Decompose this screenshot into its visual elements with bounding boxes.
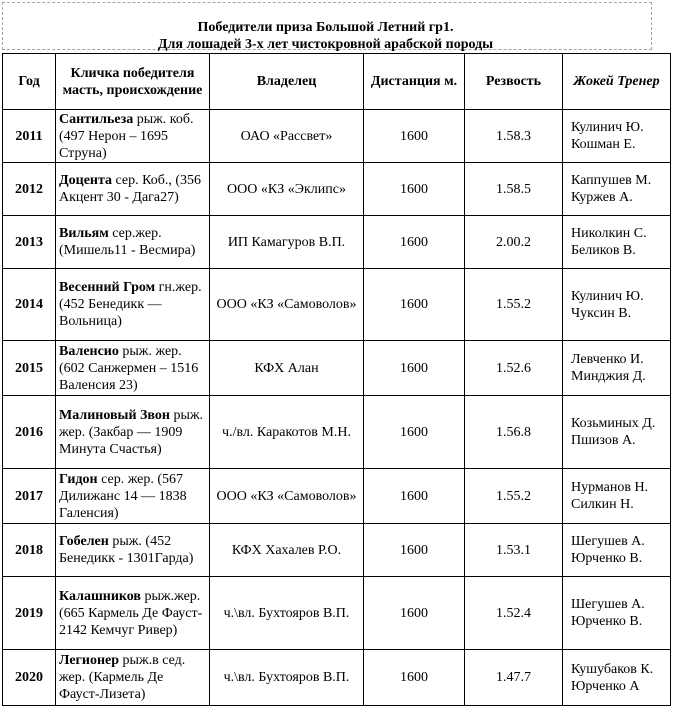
table-row bbox=[3, 341, 671, 396]
table-row bbox=[3, 469, 671, 524]
cell-horse bbox=[56, 341, 210, 396]
distance-value: 1600 bbox=[400, 488, 428, 504]
cell-time bbox=[465, 650, 563, 706]
cell-distance bbox=[364, 524, 465, 577]
owner-name: ООО «КЗ «Самоволов» bbox=[216, 297, 357, 312]
header-time: Резвость bbox=[465, 54, 563, 110]
header-distance: Дистанция м. bbox=[364, 54, 465, 110]
trainer-name: Юрченко В. bbox=[571, 551, 643, 566]
distance-value: 1600 bbox=[400, 670, 428, 685]
cell-distance bbox=[364, 216, 465, 269]
cell-owner bbox=[210, 650, 364, 706]
owner-name: ООО «КЗ «Эклипс» bbox=[227, 181, 346, 197]
year-value: 2014 bbox=[15, 297, 43, 312]
cell-owner bbox=[210, 269, 364, 341]
cell-jockey-trainer bbox=[563, 396, 671, 469]
table-row bbox=[3, 216, 671, 269]
cell-distance bbox=[364, 110, 465, 163]
horse-details: рыж. жер. (602 Санжермен – 1516 Валенсия 23) bbox=[59, 343, 199, 393]
year-value: 2015 bbox=[15, 360, 43, 376]
cell-horse bbox=[56, 216, 210, 269]
year-value: 2011 bbox=[15, 128, 43, 144]
horse-details: сер. Коб., (356 Акцент 30 - Дага27) bbox=[59, 173, 202, 205]
owner-name: ИП Камагуров В.П. bbox=[227, 234, 346, 250]
cell-time bbox=[465, 110, 563, 163]
cell-time bbox=[465, 216, 563, 269]
horse-details: рыж.жер. (665 Кармель Де Фауст- 2142 Кемчуг Ривер) bbox=[59, 588, 203, 638]
year-value: 2013 bbox=[15, 234, 43, 250]
horse-name: Сантильеза bbox=[59, 111, 134, 127]
cell-distance bbox=[364, 650, 465, 706]
trainer-name: Беликов В. bbox=[571, 243, 636, 258]
jockey-name: Каппушев М. bbox=[571, 173, 652, 188]
cell-owner bbox=[210, 469, 364, 524]
horse-details: рыж. (452 Бенедикк - 1301Гарда) bbox=[59, 534, 194, 566]
cell-owner bbox=[210, 110, 364, 163]
year-value: 2017 bbox=[15, 488, 43, 504]
horse-details: сер. жер. (567 Дилижанс 14 — 1838 Галенсия) bbox=[59, 471, 187, 521]
year-value: 2016 bbox=[15, 424, 43, 440]
year-value: 2018 bbox=[15, 542, 43, 558]
table-row bbox=[3, 650, 671, 706]
cell-owner bbox=[210, 577, 364, 650]
owner-name: ч.\вл. Бухтояров В.П. bbox=[223, 670, 350, 685]
distance-value: 1600 bbox=[400, 360, 428, 376]
trainer-name: Юрченко В. bbox=[571, 614, 643, 629]
distance-value: 1600 bbox=[400, 605, 428, 621]
owner-name: ООО «КЗ «Самоволов» bbox=[216, 488, 357, 504]
horse-details: рыж. коб. (497 Нерон – 1695 Струна) bbox=[59, 111, 194, 161]
cell-jockey-trainer bbox=[563, 269, 671, 341]
jockey-name: Левченко И. bbox=[571, 352, 644, 367]
cell-owner bbox=[210, 524, 364, 577]
cell-distance bbox=[364, 577, 465, 650]
trainer-name: Силкин Н. bbox=[571, 497, 634, 512]
horse-details: сер.жер. (Мишель11 - Весмира) bbox=[59, 226, 196, 258]
cell-jockey-trainer bbox=[563, 524, 671, 577]
table-row bbox=[3, 163, 671, 216]
trainer-name: Пшизов А. bbox=[571, 433, 636, 448]
cell-distance bbox=[364, 469, 465, 524]
trainer-name: Чуксин В. bbox=[571, 305, 632, 321]
cell-jockey-trainer bbox=[563, 216, 671, 269]
cell-year bbox=[3, 524, 56, 577]
trainer-name: Юрченко А bbox=[571, 678, 640, 694]
cell-distance bbox=[364, 341, 465, 396]
cell-owner bbox=[210, 163, 364, 216]
cell-time bbox=[465, 524, 563, 577]
owner-name: ч.\вл. Бухтояров В.П. bbox=[223, 605, 350, 621]
owner-name: ОАО «Рассвет» bbox=[240, 128, 333, 144]
horse-name: Весенний Гром bbox=[59, 280, 156, 295]
jockey-name: Нурманов Н. bbox=[571, 480, 649, 495]
time-value: 1.58.3 bbox=[496, 128, 531, 144]
cell-jockey-trainer bbox=[563, 650, 671, 706]
trainer-name: Кошман Е. bbox=[571, 137, 636, 152]
time-value: 1.53.1 bbox=[496, 542, 531, 558]
cell-year bbox=[3, 216, 56, 269]
trainer-name: Куржев А. bbox=[571, 190, 633, 205]
cell-jockey-trainer bbox=[563, 469, 671, 524]
time-value: 1.47.7 bbox=[496, 670, 531, 685]
horse-details: рыж.в сед. жер. (Кармель Де Фауст-Лизета) bbox=[59, 653, 186, 702]
table-row bbox=[3, 577, 671, 650]
table-row bbox=[3, 396, 671, 469]
header-year: Год bbox=[3, 54, 56, 110]
table-row bbox=[3, 110, 671, 163]
distance-value: 1600 bbox=[400, 424, 428, 440]
cell-horse bbox=[56, 577, 210, 650]
time-value: 1.55.2 bbox=[496, 297, 531, 312]
horse-name: Гидон bbox=[59, 471, 98, 487]
cell-time bbox=[465, 396, 563, 469]
distance-value: 1600 bbox=[400, 181, 428, 197]
header-jockey: Жокей Тренер bbox=[563, 54, 671, 110]
cell-year bbox=[3, 163, 56, 216]
jockey-name: Шегушев А. bbox=[571, 597, 645, 612]
cell-horse bbox=[56, 269, 210, 341]
distance-value: 1600 bbox=[400, 128, 428, 144]
horse-name: Вильям bbox=[59, 226, 109, 241]
cell-time bbox=[465, 163, 563, 216]
cell-owner bbox=[210, 341, 364, 396]
cell-jockey-trainer bbox=[563, 341, 671, 396]
cell-year bbox=[3, 269, 56, 341]
cell-horse bbox=[56, 650, 210, 706]
year-value: 2019 bbox=[15, 605, 43, 621]
header-horse: Кличка победителя масть, происхождение bbox=[56, 54, 210, 110]
owner-name: КФХ Хахалев Р.О. bbox=[231, 542, 342, 558]
time-value: 1.55.2 bbox=[496, 488, 531, 504]
horse-details: гн.жер. (452 Бенедикк — Вольница) bbox=[59, 280, 202, 329]
jockey-name: Шегушев А. bbox=[571, 534, 645, 549]
cell-horse bbox=[56, 396, 210, 469]
cell-year bbox=[3, 650, 56, 706]
cell-distance bbox=[364, 163, 465, 216]
cell-distance bbox=[364, 396, 465, 469]
owner-name: КФХ Алан bbox=[254, 360, 319, 376]
cell-owner bbox=[210, 396, 364, 469]
distance-value: 1600 bbox=[400, 542, 428, 558]
document-title: Победители приза Большой Летний гр1. bbox=[197, 20, 454, 35]
jockey-name: Козьминых Д. bbox=[571, 416, 656, 431]
jockey-name: Кулинич Ю. bbox=[571, 288, 644, 304]
jockey-name: Николкин С. bbox=[571, 226, 647, 241]
horse-name: Валенсио bbox=[59, 343, 119, 359]
time-value: 1.52.4 bbox=[496, 605, 531, 621]
cell-time bbox=[465, 469, 563, 524]
cell-jockey-trainer bbox=[563, 110, 671, 163]
horse-name: Легионер bbox=[59, 653, 120, 668]
cell-time bbox=[465, 341, 563, 396]
time-value: 2.00.2 bbox=[496, 234, 531, 250]
cell-year bbox=[3, 341, 56, 396]
time-value: 1.56.8 bbox=[496, 424, 531, 440]
cell-horse bbox=[56, 469, 210, 524]
cell-year bbox=[3, 396, 56, 469]
table-row bbox=[3, 524, 671, 577]
year-value: 2020 bbox=[15, 670, 43, 685]
jockey-name: Кушубаков К. bbox=[571, 661, 654, 677]
horse-name: Гобелен bbox=[59, 534, 109, 549]
cell-horse bbox=[56, 163, 210, 216]
year-value: 2012 bbox=[15, 181, 43, 197]
header-owner: Владелец bbox=[210, 54, 364, 110]
cell-jockey-trainer bbox=[563, 577, 671, 650]
cell-year bbox=[3, 469, 56, 524]
cell-year bbox=[3, 577, 56, 650]
trainer-name: Минджия Д. bbox=[571, 369, 646, 384]
horse-name: Доцента bbox=[59, 173, 113, 188]
table-header-row bbox=[3, 54, 671, 110]
cell-jockey-trainer bbox=[563, 163, 671, 216]
time-value: 1.52.6 bbox=[496, 360, 531, 376]
jockey-name: Кулинич Ю. bbox=[571, 120, 644, 135]
time-value: 1.58.5 bbox=[496, 181, 531, 197]
horse-details: рыж. жер. (Закбар — 1909 Минута Счастья) bbox=[59, 407, 204, 457]
cell-year bbox=[3, 110, 56, 163]
cell-time bbox=[465, 269, 563, 341]
distance-value: 1600 bbox=[400, 297, 428, 312]
horse-name: Калашников bbox=[59, 588, 141, 604]
document-subtitle: Для лошадей 3-х лет чистокровной арабской породы bbox=[157, 37, 494, 52]
table-row bbox=[3, 269, 671, 341]
cell-horse bbox=[56, 524, 210, 577]
cell-horse bbox=[56, 110, 210, 163]
cell-distance bbox=[364, 269, 465, 341]
horse-name: Малиновый Звон bbox=[59, 407, 170, 423]
owner-name: ч./вл. Каракотов М.Н. bbox=[222, 424, 351, 440]
cell-time bbox=[465, 577, 563, 650]
cell-owner bbox=[210, 216, 364, 269]
distance-value: 1600 bbox=[400, 234, 428, 250]
winners-table bbox=[2, 53, 671, 706]
